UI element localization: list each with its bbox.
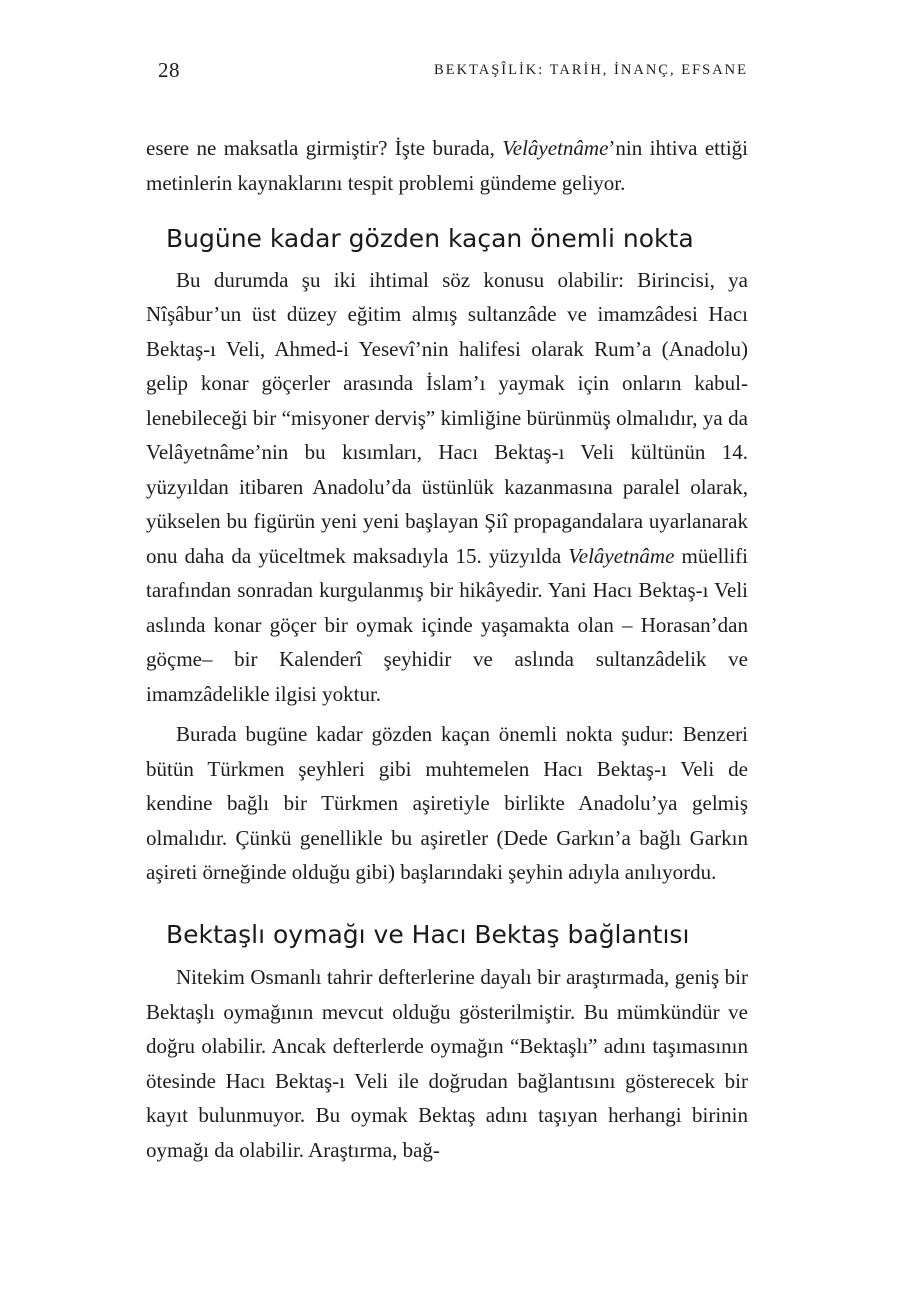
- paragraph-4: Nitekim Osmanlı tahrir defterlerine dayalı bir araştırmada, geniş bir Bektaşlı oymağının mevcut olduğu gösterilmiştir. Bu mümkündür ve doğru olabilir. Ancak defterlerde oymağın “Bektaşlı” adını taşımasının ötesinde Hacı Bektaş-ı Veli ile doğrudan bağlantısını gösterecek bir kayıt bulunmuyor. Bu oymak Bektaş adını taşıyan herhangi birinin oymağı da olabilir. Araştırma, bağ-: [146, 965, 748, 1162]
- section-heading-2: Bektaşlı oymağı ve Hacı Bektaş bağlantısı: [166, 919, 690, 949]
- section-heading-1: Bugüne kadar gözden kaçan önemli nokta: [166, 224, 694, 253]
- paragraph-2-text-a: Bu durumda şu iki ihtimal söz konusu olabilir: Birincisi, ya Nîşâbur’un üst düzey eğitim almış sultanzâde ve imamzâdesi Hacı Bektaş-ı Veli, Ahmed-i Yesevî’nin halifesi olarak Rum’a (Anadolu) gelip konar göçerler arasında İslam’ı yaymak için onların kabullenebileceği bir “misyoner derviş” kimliğine bürünmüş olmalıdır, ya da Velâyetnâme’nin bu kısımları, Hacı Bektaş-ı Veli kültünün 14. yüzyıldan itibaren Anadolu’da üstünlük kazanmasına paralel olarak, yükselen bu figürün yeni yeni başlayan Şiî propagandalara uyarlanarak onu daha da yüceltmek maksadıyla 15. yüzyılda: [146, 267, 748, 568]
- paragraph-1: [146, 131, 748, 200]
- paragraph-2-text-c: müellifi tarafından sonradan kurgulanmış bir hikâyedir. Yani Hacı Bektaş-ı Veli aslında konar göçer bir oymak içinde yaşamakta olan – Horasan’dan göçme– bir Kalenderî şeyhidir ve aslında sultanzâdelik ve imamzâdelikle ilgisi yoktur.: [146, 543, 748, 706]
- paragraph-1-text-a: esere ne maksatla girmiştir? İşte burada,: [146, 136, 503, 160]
- paragraph-1-italic: Velâyetnâme: [502, 136, 609, 160]
- paragraph-2: [146, 263, 748, 712]
- running-title: BEKTAŞÎLİK: TARİH, İNANÇ, EFSANE: [434, 62, 748, 78]
- paragraph-2-italic: Velâyetnâme: [568, 543, 675, 568]
- page-number: 28: [158, 58, 180, 82]
- page-header: [158, 58, 748, 88]
- paragraph-3: Burada bugüne kadar gözden kaçan önemli nokta şudur: Benzeri bütün Türkmen şeyhleri gibi muhtemelen Hacı Bektaş-ı Veli de kendine bağlı bir Türkmen aşiretiyle birlikte Anadolu’ya gelmiş olmalıdır. Çünkü genellikle bu aşiretler (Dede Garkın’a bağlı Garkın aşireti örneğinde olduğu gibi) başlarındaki şeyhin adıyla anılıyordu.: [146, 722, 748, 884]
- paragraph-1-text-c: ’nin ihtiva ettiği metinlerin kaynaklarını tespit problemi gündeme geliyor.: [146, 136, 748, 195]
- body-text: [146, 131, 748, 1167]
